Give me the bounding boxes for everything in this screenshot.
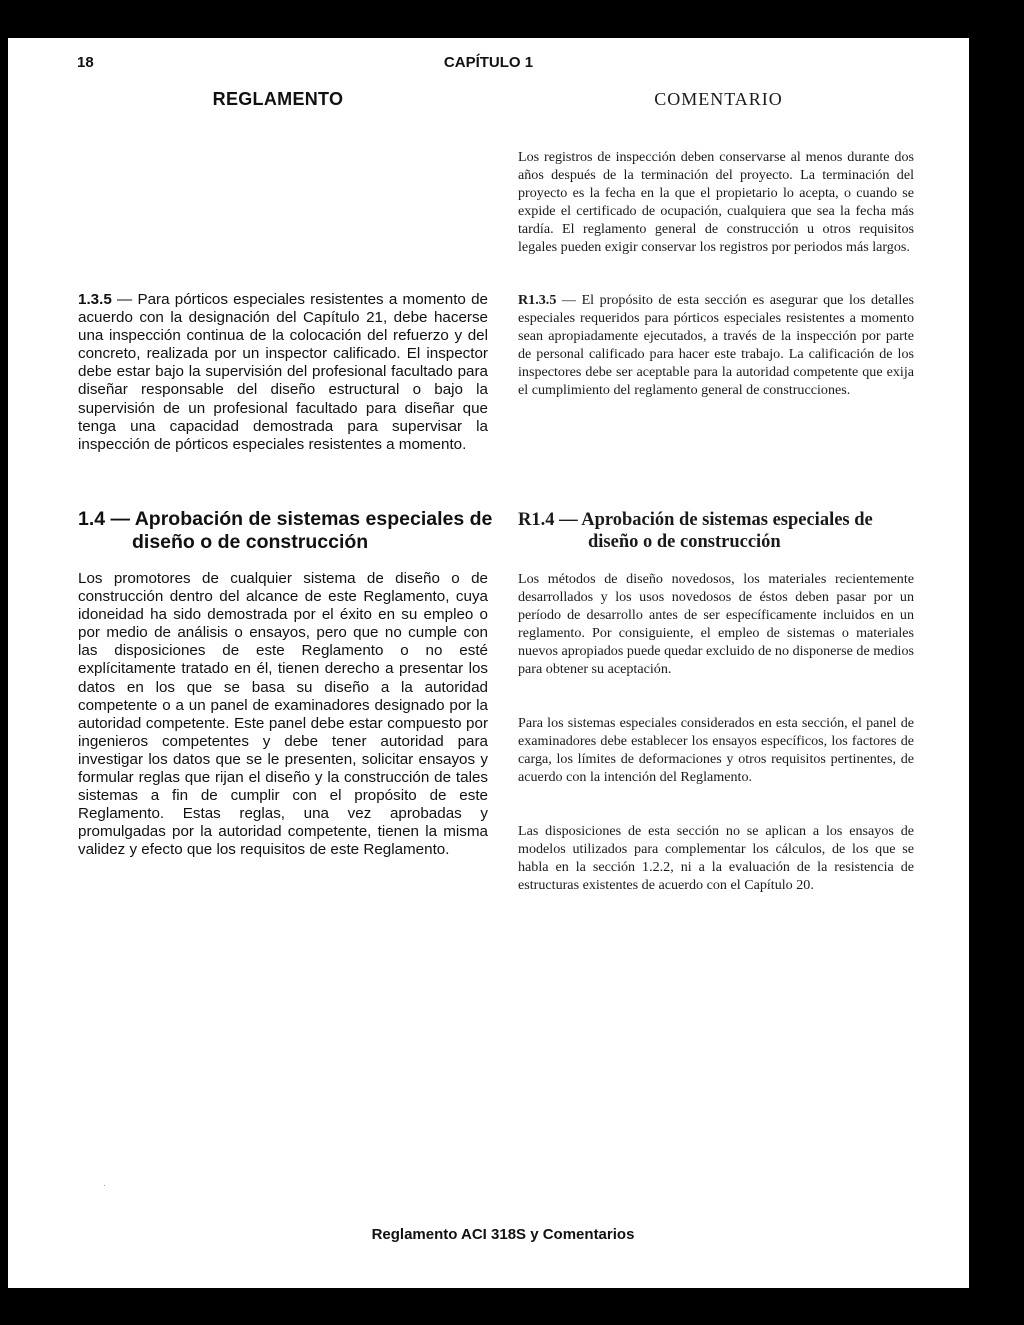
commentary-R1-4-paragraph: Para los sistemas especiales considerados en esta sección, el panel de examinadores debe establecer los ensayos específicos, los factores de carga, los límites de deformaciones y otros requisitos pertinentes, de acuerdo con la intención del Reglamento. bbox=[518, 715, 914, 785]
section-1-3-5 bbox=[78, 291, 488, 454]
section-1-4-title-line2: diseño o de construcción bbox=[132, 531, 369, 553]
section-number: 1.3.5 bbox=[78, 291, 112, 308]
commentary-R1-4-body-3 bbox=[518, 822, 914, 894]
commentary-text: El propósito de esta sección es asegurar que los detalles especiales requeridos para pórticos especiales resistentes a momento sean apropiadamente ejecutados, a través de la inspección por parte de personal calificado para hacer este trabajo. La calificación de los inspectores debe ser aceptable para la autoridad competente que exija el cumplimiento del reglamento general de construcciones. bbox=[518, 292, 914, 398]
commentary-R1-4-title-line2: diseño o de construcción bbox=[588, 532, 781, 552]
commentary-number: R1.3.5 bbox=[518, 292, 557, 308]
commentary-R1-4-title-line1: R1.4 — Aprobación de sistemas especiales de bbox=[518, 510, 873, 530]
section-1-4-title bbox=[78, 508, 498, 554]
section-1-4-body bbox=[78, 570, 488, 860]
commentary-intro bbox=[518, 148, 914, 256]
commentary-intro-text: Los registros de inspección deben conservarse al menos durante dos años después de la terminación del proyecto. La terminación del proyecto es la fecha en la que el propietario lo acepta, o cuando se expide el certificado de ocupación, cualquiera que sea la fecha más tardía. El reglamento general de construcción u otros requisitos legales pueden exigir conservar los registros por periodos más largos. bbox=[518, 149, 914, 255]
commentary-R1-3-5-paragraph bbox=[518, 291, 914, 399]
section-separator: — bbox=[111, 291, 138, 308]
commentary-R1-4-paragraph: Los métodos de diseño novedosos, los materiales recientemente desarrollados y los usos novedosos de éstos deben pasar por un período de desarrollo antes de ser específicamente incluidos en un reglamento. Por consiguiente, el empleo de sistemas o materiales nuevos apropiados puede quedar excluido de no disponerse de medios para obtener su aceptación. bbox=[518, 571, 914, 677]
commentary-R1-4-body-2 bbox=[518, 714, 914, 786]
reglamento-column-title: REGLAMENTO bbox=[212, 89, 344, 109]
commentary-R1-4-body bbox=[518, 570, 914, 678]
commentary-R1-4-title bbox=[518, 509, 914, 553]
section-1-3-5-paragraph bbox=[78, 291, 488, 454]
section-1-4-title-line1: 1.4 — Aprobación de sistemas especiales de bbox=[78, 508, 493, 530]
scan-speck bbox=[104, 1185, 105, 1186]
commentary-separator: — bbox=[556, 292, 582, 308]
comentario-column-title: COMENTARIO bbox=[654, 89, 783, 109]
chapter-heading: CAPÍTULO 1 bbox=[443, 54, 534, 71]
commentary-R1-4-paragraph: Las disposiciones de esta sección no se aplican a los ensayos de modelos utilizados para complementar los cálculos, de los que se habla en la sección 1.2.2, ni a la evaluación de la resistencia de estructuras existentes de acuerdo con el Capítulo 20. bbox=[518, 823, 914, 893]
section-1-4-paragraph: Los promotores de cualquier sistema de diseño o de construcción dentro del alcance de este Reglamento, cuya idoneidad ha sido demostrada por el éxito en su empleo o por medio de análisis o ensayos, pero que no cumple con las disposiciones de este Reglamento o no esté explícitamente tratado en él, tienen derecho a presentar los datos en los que se basa su diseño a la autoridad competente o a un panel de examinadores designado por la autoridad competente. Este panel debe estar compuesto por ingenieros competentes y debe tener autoridad para investigar los datos que se le presenten, solicitar ensayos y formular reglas que rijan el diseño y la construcción de tales sistemas a fin de cumplir con el propósito de este Reglamento. Estas reglas, una vez aprobadas y promulgadas por la autoridad competente, tienen la misma validez y efecto que los requisitos de este Reglamento. bbox=[78, 570, 488, 859]
page-footer: Reglamento ACI 318S y Comentarios bbox=[371, 1226, 635, 1243]
document-page bbox=[8, 38, 969, 1288]
commentary-R1-3-5 bbox=[518, 291, 914, 399]
section-text: Para pórticos especiales resistentes a momento de acuerdo con la designación del Capítulo 21, debe hacerse una inspección continua de la colocación del refuerzo y del concreto, realizada por un inspector calificado. El inspector debe estar bajo la supervisión del profesional facultado para diseñar responsable del diseño estructural o bajo la supervisión de un profesional facultado para diseñar que tenga una capacidad demostrada para supervisar la inspección de pórticos especiales resistentes a momento. bbox=[78, 291, 488, 453]
page-number: 18 bbox=[77, 54, 94, 71]
